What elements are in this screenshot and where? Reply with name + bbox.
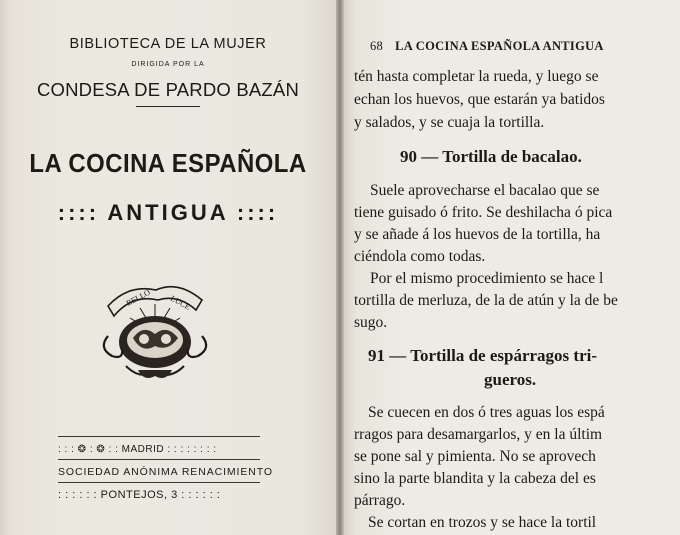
text-line: ciéndola como todas.	[354, 248, 486, 265]
text-line: párrago.	[354, 492, 406, 509]
running-head	[370, 39, 604, 54]
text-line: Se cortan en trozos y se hace la tortil	[368, 514, 597, 531]
text-line: sugo.	[354, 314, 388, 331]
svg-text:BELLO: BELLO	[124, 287, 152, 308]
imprint-city: : : : ❂ : ❂ : : MADRID : : : : : : : :	[58, 444, 217, 455]
text-line: Suele aprovecharse el bacalao que se	[370, 182, 600, 199]
publisher-emblem-icon	[98, 276, 213, 386]
book-title-line-1: LA COCINA ESPAÑOLA	[29, 148, 307, 178]
text-line: echan los huevos, que estarán ya batidos	[354, 91, 605, 108]
right-page-text	[344, 0, 680, 535]
text-line: se pone sal y pimienta. No se aprovech	[354, 448, 596, 465]
imprint-rule-mid	[58, 459, 260, 460]
series-name: BIBLIOTECA DE LA MUJER	[69, 36, 267, 52]
imprint-rule-top	[58, 436, 260, 437]
text-line: tiene guisado ó frito. Se deshilacha ó pica	[354, 204, 613, 221]
text-line: sino la parte blandita y la cabeza del es	[354, 470, 596, 487]
recipe-heading-91: 91 — Tortilla de espárragos tri-	[368, 346, 598, 365]
directed-by-line: DIRIGIDA POR LA	[131, 61, 205, 68]
imprint-address: : : : : : : PONTEJOS, 3 : : : : : :	[58, 489, 221, 501]
text-line: Se cuecen en dos ó tres aguas los espá	[368, 404, 605, 421]
title-divider	[136, 106, 200, 107]
imprint-publisher: SOCIEDAD ANÓNIMA RENACIMIENTO	[58, 466, 273, 478]
left-page-title	[0, 0, 336, 535]
imprint-rule-mid2	[58, 482, 260, 483]
text-line: y salados, y se cuaja la tortilla.	[354, 114, 545, 131]
author-name: CONDESA DE PARDO BAZÁN	[36, 79, 300, 100]
running-head-title: LA COCINA ESPAÑOLA ANTIGUA	[395, 39, 604, 53]
text-line: rragos para desamargarlos, y en la últim	[354, 426, 603, 443]
book-gutter	[336, 0, 344, 535]
text-line: tén hasta completar la rueda, y luego se	[354, 68, 599, 85]
recipe-heading-90: 90 — Tortilla de bacalao.	[400, 147, 582, 166]
text-line: tortilla de merluza, de la de atún y la de be	[354, 292, 618, 309]
book-title-line-2: :::: ANTIGUA ::::	[57, 200, 279, 225]
recipe-heading-91-cont: gueros.	[484, 370, 537, 389]
svg-text:LUCE: LUCE	[169, 293, 192, 312]
text-line: Por el mismo procedimiento se hace l	[370, 270, 604, 287]
page-number: 68	[370, 39, 384, 53]
text-line: y se añade á los huevos de la tortilla, ha	[354, 226, 601, 243]
